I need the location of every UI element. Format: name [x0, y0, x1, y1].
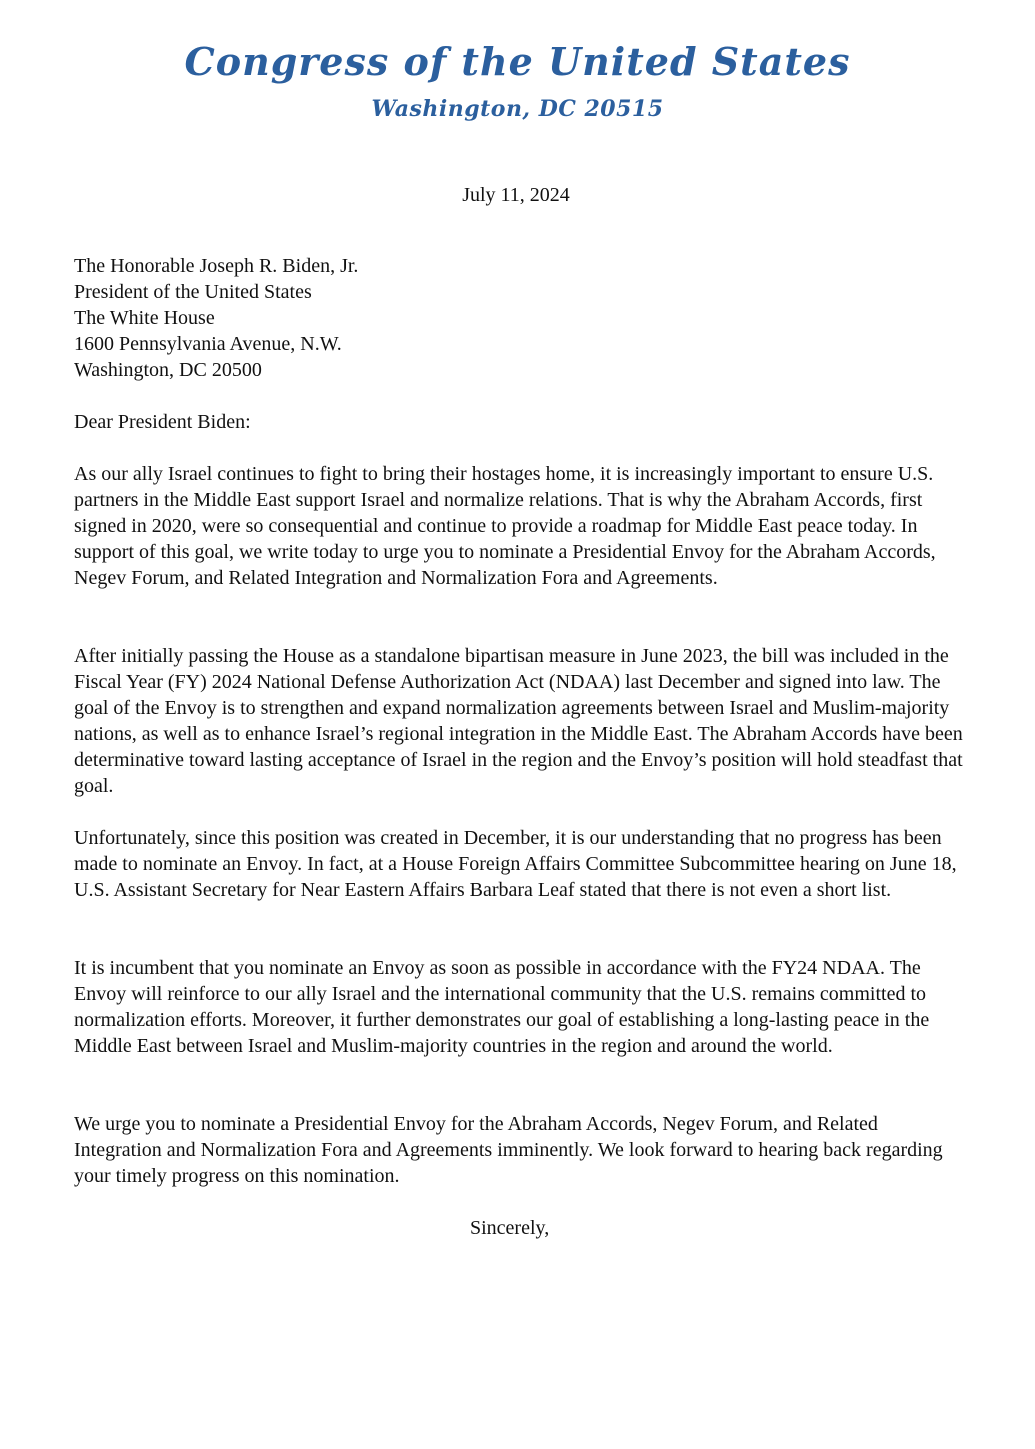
- letterhead: [0, 38, 1035, 124]
- recipient-building: The White House: [74, 307, 215, 329]
- recipient-street: 1600 Pennsylvania Avenue, N.W.: [74, 333, 342, 355]
- letter-date: July 11, 2024: [462, 184, 570, 206]
- salutation: Dear President Biden:: [74, 411, 251, 433]
- recipient-title: President of the United States: [74, 281, 312, 303]
- body-paragraph-5: We urge you to nominate a Presidential Envoy for the Abraham Accords, Negev Forum, and Related Integration and Normalization Fora and Agreements imminently. We look forward to hearing back regarding your timely progress on this nomination.: [74, 1113, 943, 1187]
- body-paragraph-4: It is incumbent that you nominate an Envoy as soon as possible in accordance with the FY24 NDAA. The Envoy will reinforce to our ally Israel and the international community that the U.S. remains committed to normalization efforts. Moreover, it further demonstrates our goal of establishing a long-lasting peace in the Middle East between Israel and Muslim-majority countries in the region and around the world.: [74, 957, 930, 1057]
- body-paragraph-3: Unfortunately, since this position was created in December, it is our understanding that no progress has been made to nominate an Envoy. In fact, at a House Foreign Affairs Committee Subcommittee hearing on June 18, U.S. Assistant Secretary for Near Eastern Affairs Barbara Leaf stated that there is not even a short list.: [74, 827, 957, 901]
- letterhead-title: Congress of the United States: [184, 39, 851, 84]
- letterhead-subtitle: Washington, DC 20515: [371, 96, 664, 122]
- recipient-address: [74, 253, 358, 383]
- body-paragraph-1: As our ally Israel continues to fight to bring their hostages home, it is increasingly important to ensure U.S. partners in the Middle East support Israel and normalize relations. That is why the Abraham Accords, first signed in 2020, were so consequential and continue to provide a roadmap for Middle East peace today. In support of this goal, we write today to urge you to nominate a Presidential Envoy for the Abraham Accords, Negev Forum, and Related Integration and Normalization Fora and Agreements.: [74, 463, 936, 589]
- recipient-city: Washington, DC 20500: [74, 359, 262, 381]
- closing: Sincerely,: [470, 1217, 550, 1239]
- body-paragraph-2: After initially passing the House as a standalone bipartisan measure in June 2023, the bill was included in the Fiscal Year (FY) 2024 National Defense Authorization Act (NDAA) last December and signed into law. The goal of the Envoy is to strengthen and expand normalization agreements between Israel and Muslim-majority nations, as well as to enhance Israel’s regional integration in the Middle East. The Abraham Accords have been determinative toward lasting acceptance of Israel in the region and the Envoy’s position will hold steadfast that goal.: [74, 645, 963, 797]
- recipient-name: The Honorable Joseph R. Biden, Jr.: [74, 255, 359, 277]
